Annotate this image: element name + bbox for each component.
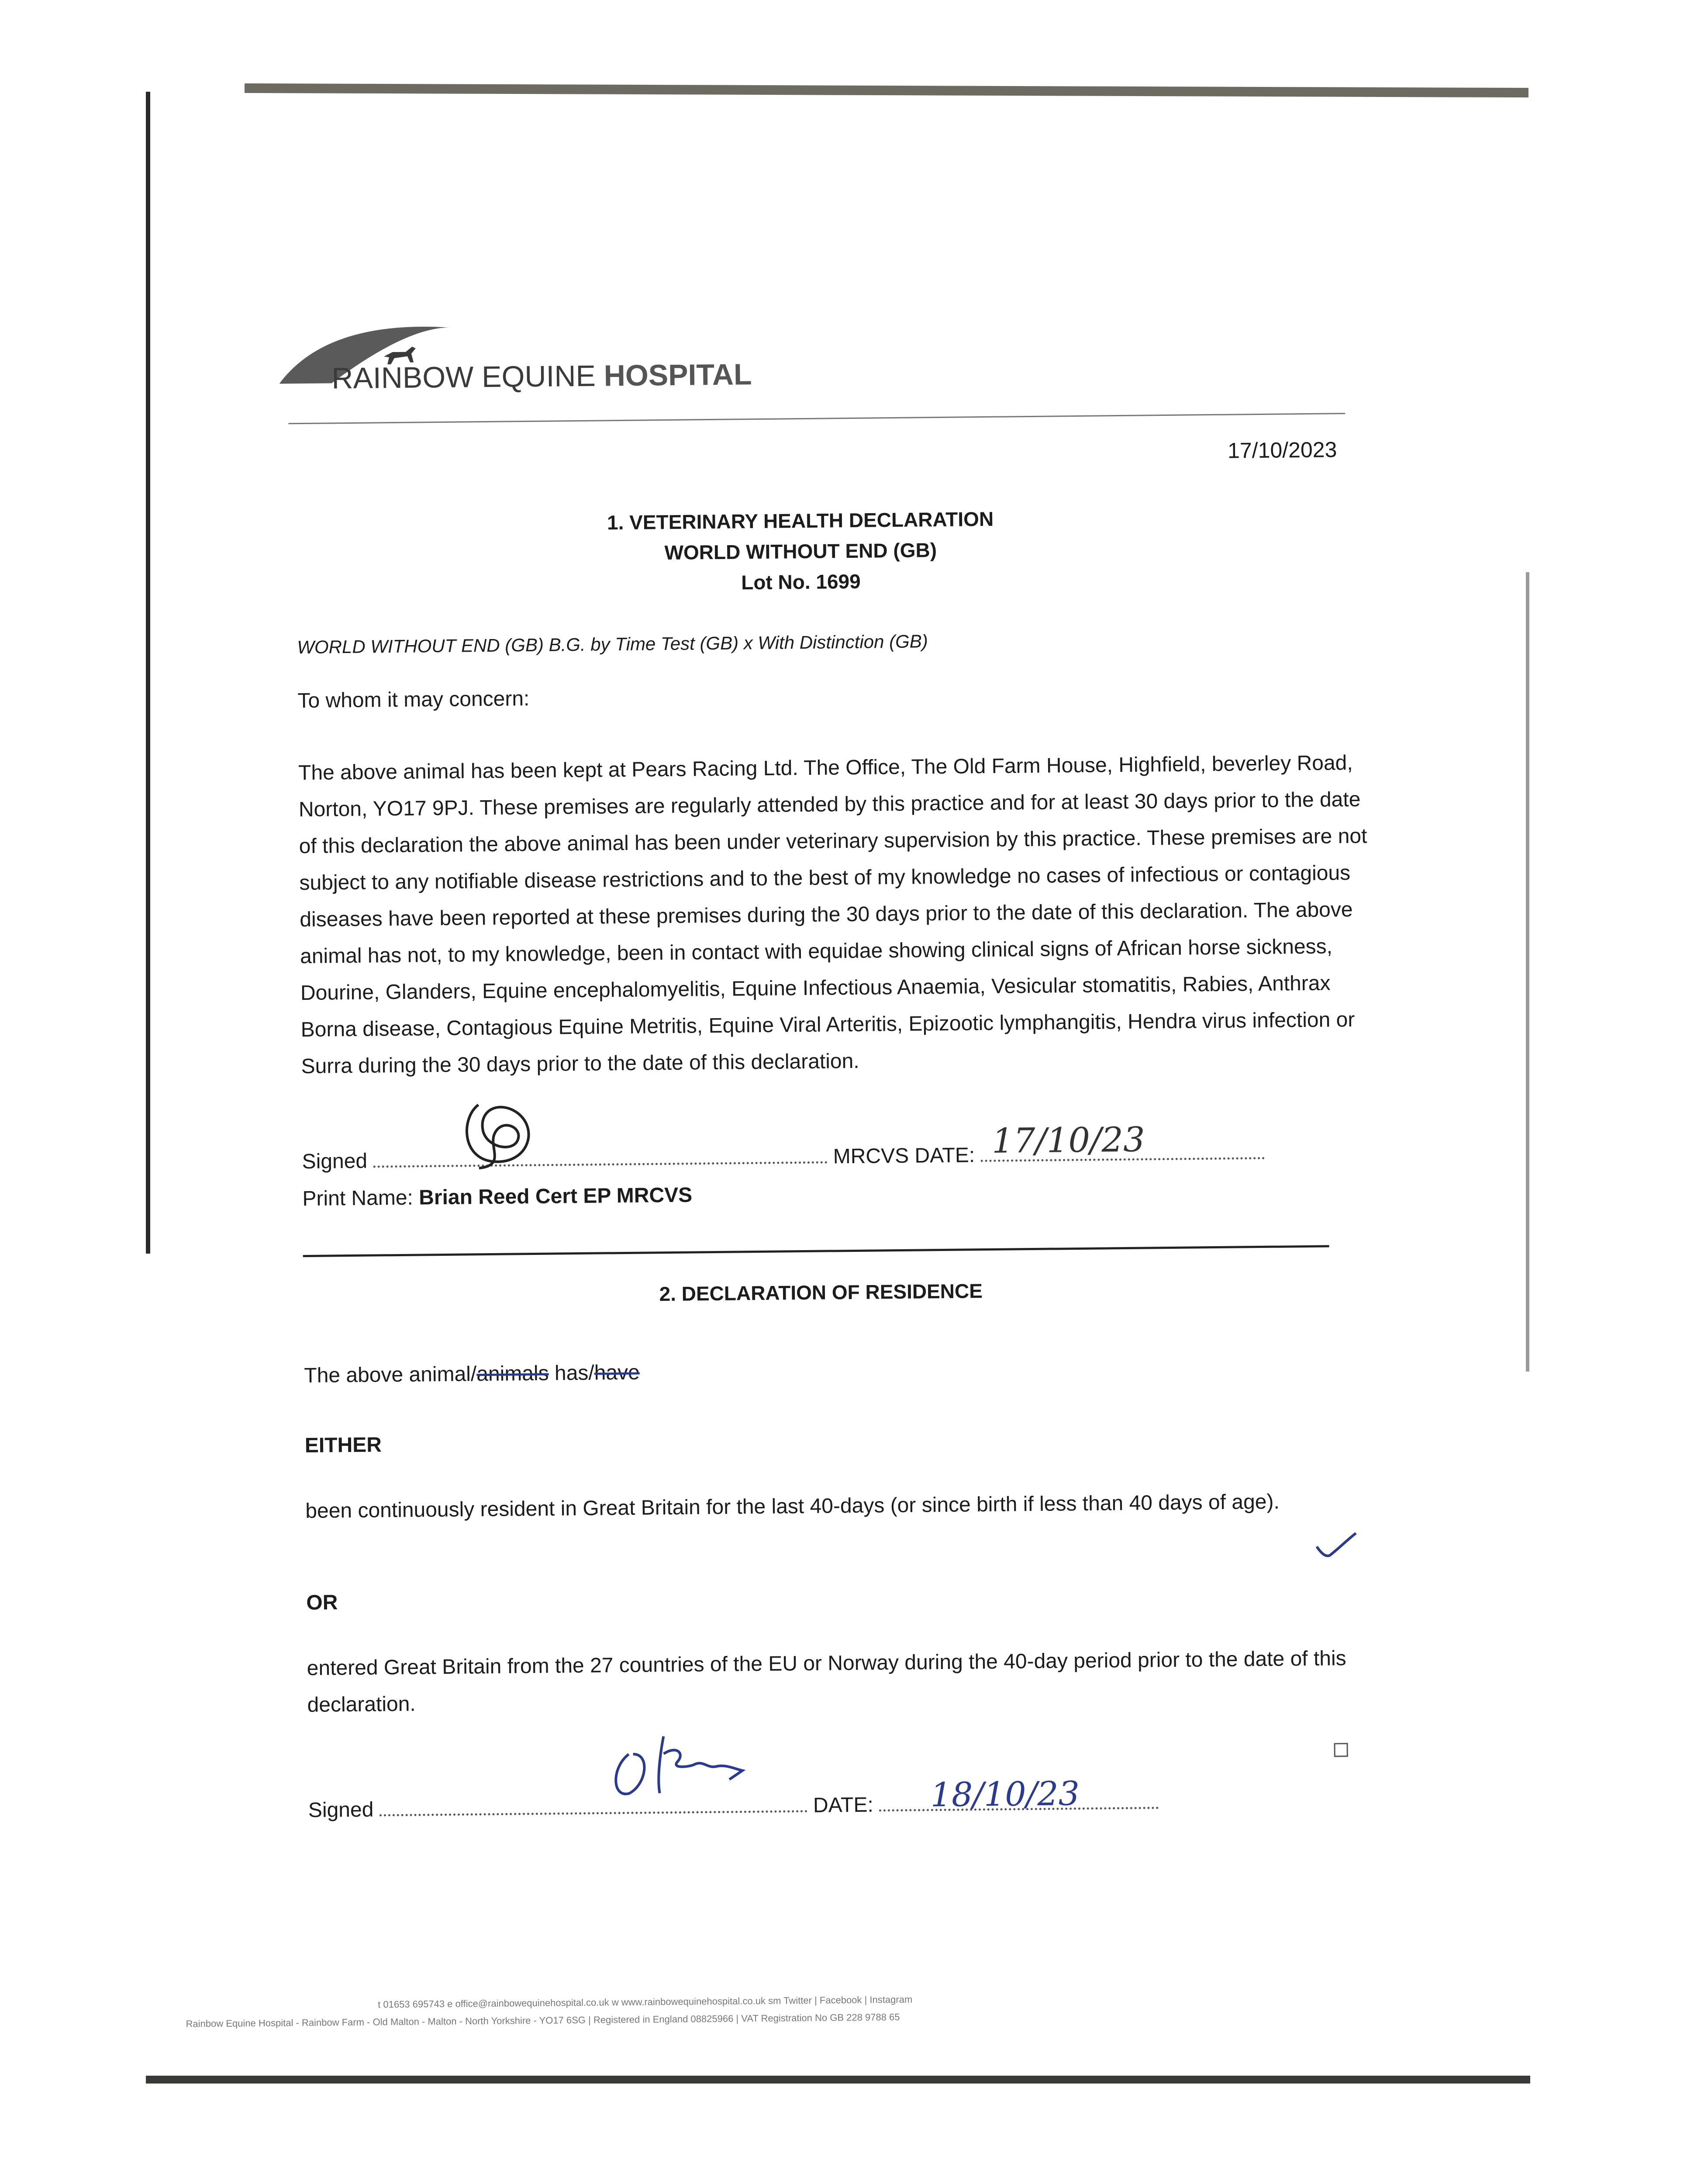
header-rule — [288, 413, 1345, 424]
pedigree-line: WORLD WITHOUT END (GB) B.G. by Time Test (GB) x With Distinction (GB) — [297, 631, 928, 658]
owner-signature-icon — [602, 1727, 752, 1802]
registration-footer: Rainbow Equine Hospital - Rainbow Farm - Old Malton - Malton - North Yorkshire - YO17 6SG | Registered in England 08825966 | VAT Registration No GB 228 9788 65 — [186, 2011, 900, 2029]
document-date: 17/10/2023 — [1227, 437, 1337, 463]
date2-label: DATE: — [813, 1793, 874, 1817]
option2-checkbox[interactable] — [1334, 1743, 1348, 1757]
print-name-value: Brian Reed Cert EP MRCVS — [418, 1183, 693, 1209]
document-page — [141, 86, 1535, 2082]
vet-handwritten-date: 17/10/23 — [991, 1120, 1145, 1161]
option1-text: been continuously resident in Great Britain for the last 40-days (or since birth if less than 40 days of age). — [305, 1490, 1280, 1523]
owner-handwritten-date: 18/10/23 — [930, 1774, 1080, 1814]
horse-name-heading: WORLD WITHOUT END (GB) — [664, 539, 937, 564]
signed2-label: Signed — [308, 1798, 374, 1822]
vet-signature-icon — [452, 1091, 553, 1175]
section1-heading: 1. VETERINARY HEALTH DECLARATION — [607, 507, 994, 534]
either-label: EITHER — [304, 1433, 382, 1458]
mrcvs-date-label: MRCVS DATE: — [833, 1144, 975, 1168]
checkmark-icon — [1312, 1529, 1361, 1564]
section2-heading: 2. DECLARATION OF RESIDENCE — [659, 1279, 983, 1306]
option2-text: entered Great Britain from the 27 countries of the EU or Norway during the 40-day period prior to the date of this declaration. — [307, 1647, 1346, 1717]
declaration-body: The above animal has been kept at Pears Racing Ltd. The Office, The Old Farm House, Highfield, beverley Road, Norton, YO17 9PJ. These premises are regularly attended by this practice and for at least 30 days prior to the date of this declaration the above animal has been under veterinary supervision by this practice. These premises are not subject to any notifiable disease restrictions and to the best of my knowledge no cases of infectious or contagious diseases have been reported at these premises during the 30 days prior to the date of this declaration. The above animal has not, to my knowledge, been in contact with equidae showing clinical signs of African horse sickness, Dourine, Glanders, Equine encephalomyelitis, Equine Infectious Anaemia, Vesicular stomatitis, Rabies, Anthrax Borna disease, Contagious Equine Metritis, Equine Viral Arteritis, Epizootic lymphangitis, Hendra virus infection or Surra during the 30 days prior to the date of this declaration. — [298, 751, 1367, 1078]
lot-number: Lot No. 1699 — [741, 570, 861, 594]
or-label: OR — [306, 1591, 338, 1615]
signed-label: Signed — [302, 1149, 368, 1174]
section-divider — [303, 1245, 1329, 1258]
residence-statement: The above animal/animals has/have — [304, 1361, 640, 1388]
struck-animals: animals — [476, 1362, 549, 1386]
print-name — [302, 1177, 692, 1218]
salutation: To whom it may concern: — [297, 687, 530, 713]
print-name-label: Print Name: — [302, 1186, 414, 1211]
contact-footer: t 01653 695743 e office@rainbowequinehospital.co.uk w www.rainbowequinehospital.co.uk sm Twitter | Facebook | Instagram — [378, 1994, 913, 2010]
hospital-logo-text: RAINBOW EQUINE HOSPITAL — [331, 358, 752, 395]
owner-signature-field — [379, 1810, 807, 1816]
struck-have: have — [594, 1361, 640, 1385]
vet-signature-field — [373, 1161, 828, 1168]
